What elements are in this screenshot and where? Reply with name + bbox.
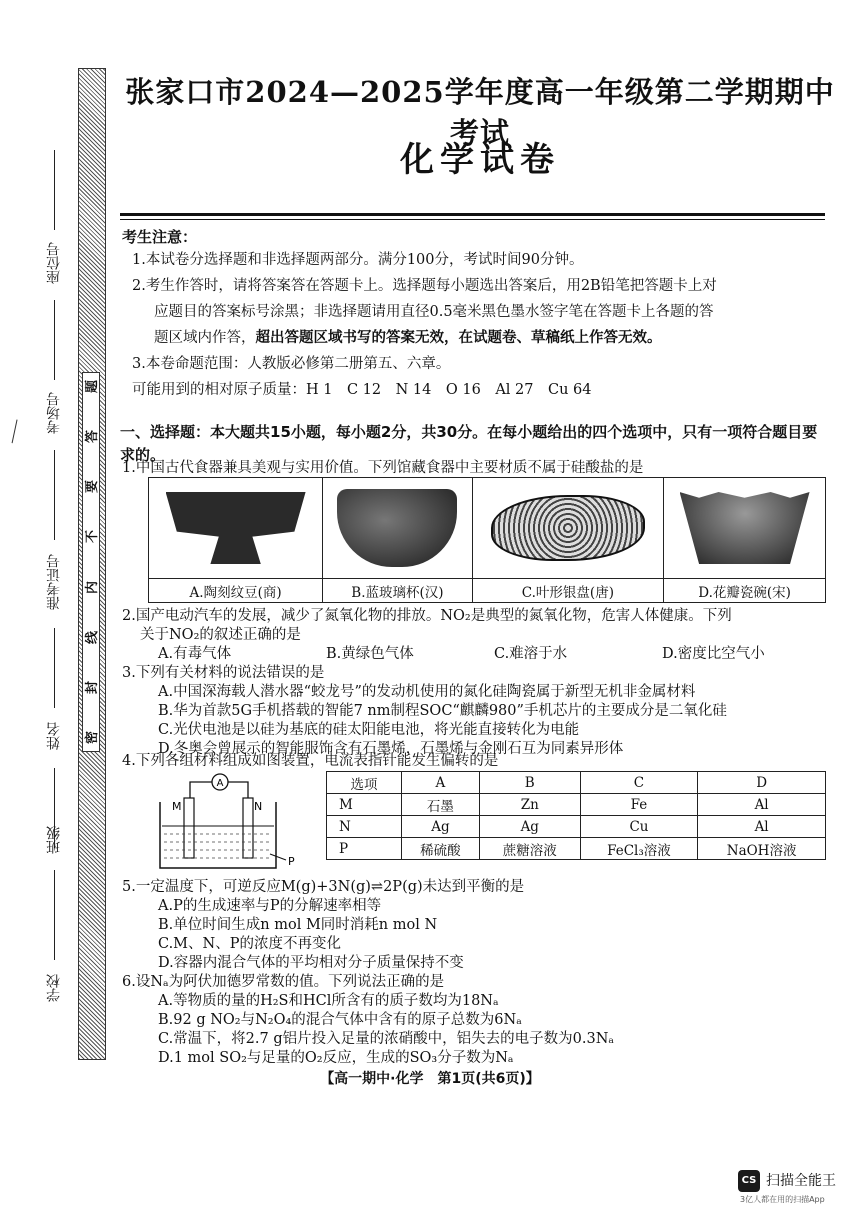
- glass-cup-image: [337, 489, 457, 567]
- seal-char: 线: [85, 630, 101, 644]
- caption-b: B.蓝玻璃杯(汉): [323, 579, 472, 603]
- seal-char: 不: [85, 530, 101, 544]
- notice-line-2c-plain: 题区域内作答，: [154, 330, 256, 346]
- seal-char: 密: [85, 730, 101, 744]
- option-b: B.华为首款5G手机搭载的智能7 nm制程SOC“麒麟980”手机芯片的主要成分是二氧化硅: [158, 703, 727, 719]
- notice-line-2c: [132, 325, 826, 351]
- table-cell: Cu: [580, 816, 697, 838]
- table-cell: A: [402, 772, 480, 794]
- option-a: A.等物质的量的H₂S和HCl所含有的质子数均为18Nₐ: [158, 993, 499, 1009]
- name-line: [54, 628, 55, 708]
- notice-block: [132, 247, 826, 403]
- notice-line-2b: 应题目的答案标号涂黑；非选择题请用直径0.5毫米黑色墨水签字笔在答题卡上各题的答: [154, 304, 714, 320]
- option-b: B.黄绿色气体: [326, 646, 414, 662]
- option-c: C.光伏电池是以硅为基底的硅太阳能电池，将光能直接转化为电能: [158, 722, 580, 738]
- question-1-stem: 1.中国古代食器兼具美观与实用价值。下列馆藏食器中主要材质不属于硅酸盐的是: [122, 460, 644, 476]
- option-d: D.1 mol SO₂与足量的O₂反应，生成的SO₃分子数为Nₐ: [158, 1050, 514, 1066]
- electrode-m: [184, 798, 194, 858]
- school-label: 学校: [46, 974, 62, 1002]
- header-rule-thick: [120, 213, 825, 216]
- question-2-stem-b: 关于NO₂的叙述正确的是: [140, 627, 301, 643]
- table-row: [327, 794, 826, 816]
- seal-char: 答: [85, 430, 101, 444]
- electrode-n-label: N: [254, 800, 263, 813]
- notice-line-3: 3.本卷命题范围：人教版必修第二册第五、六章。: [132, 356, 451, 372]
- question-4: [122, 752, 830, 771]
- image-cell-d: [664, 478, 826, 579]
- notice-line-1: 1.本试卷分选择题和非选择题两部分。满分100分，考试时间90分钟。: [132, 252, 584, 268]
- table-cell: Ag: [402, 816, 480, 838]
- table-cell: M: [327, 794, 402, 816]
- image-cell-a: [149, 478, 323, 579]
- table-cell: Al: [698, 816, 826, 838]
- question-1: [122, 459, 830, 478]
- seal-char: 题: [85, 379, 101, 394]
- exam-room-line: [54, 300, 55, 380]
- camscanner-logo: CS: [738, 1170, 760, 1192]
- question-2-stem-a: 2.国产电动汽车的发展，减少了氮氧化物的排放。NO₂是典型的氮氧化物，危害人体健康。下列: [122, 608, 732, 624]
- school-line: [54, 870, 55, 960]
- class-label: 班级: [46, 826, 62, 854]
- question-5: [122, 878, 830, 973]
- table-cell: C: [580, 772, 697, 794]
- table-cell: N: [327, 816, 402, 838]
- table-cell: Al: [698, 794, 826, 816]
- pen-mark: [12, 420, 24, 445]
- notice-line-2c-bold: 超出答题区域书写的答案无效，在试题卷、草稿纸上作答无效。: [255, 329, 662, 346]
- option-c: C.难溶于水: [494, 646, 568, 662]
- question-2-options: [122, 645, 830, 664]
- ammeter-label: A: [216, 778, 224, 789]
- notice-line-2a: 2.考生作答时，请将答案答在答题卡上。选择题每小题选出答案后，用2B铅笔把答题卡上对: [132, 278, 717, 294]
- option-b: B.单位时间生成n mol M同时消耗n mol N: [158, 917, 438, 933]
- table-row: [327, 772, 826, 794]
- table-row: [327, 816, 826, 838]
- exam-room-label: 考场号: [46, 392, 62, 434]
- table-cell: B: [479, 772, 580, 794]
- silver-plate-image: [491, 495, 645, 561]
- table-cell: Zn: [479, 794, 580, 816]
- camscanner-name: 扫描全能王: [766, 1173, 836, 1189]
- table-cell: 石墨: [402, 794, 480, 816]
- admission-number-label: 准考证号: [46, 554, 62, 610]
- question-6: [122, 973, 830, 1068]
- image-cell-b: [323, 478, 472, 579]
- galvanic-cell-diagram: [148, 772, 308, 872]
- seat-number-label: 座位号: [46, 242, 62, 284]
- solution-p-label: P: [288, 855, 295, 868]
- caption-d: D.花瓣瓷碗(宋): [664, 579, 826, 603]
- option-d: D.冬奥会曾展示的智能服饰含有石墨烯，石墨烯与金刚石互为同素异形体: [158, 741, 624, 757]
- seal-char: 要: [85, 480, 101, 494]
- image-cell-c: [472, 478, 663, 579]
- option-c: C.M、N、P的浓度不再变化: [158, 936, 341, 952]
- admission-line: [54, 450, 55, 540]
- question-6-stem: 6.设Nₐ为阿伏加德罗常数的值。下列说法正确的是: [122, 974, 445, 990]
- table-cell: NaOH溶液: [698, 838, 826, 860]
- table-cell: P: [327, 838, 402, 860]
- table-cell: Ag: [479, 816, 580, 838]
- name-label: 姓名: [46, 722, 62, 750]
- table-cell: 稀硫酸: [402, 838, 480, 860]
- page-footer: 【高一期中·化学 第1页(共6页)】: [320, 1071, 540, 1087]
- porcelain-bowl-image: [680, 492, 810, 564]
- camscanner-tagline: 3亿人都在用的扫描App: [740, 1195, 825, 1204]
- question-3-stem: 3.下列有关材料的说法错误的是: [122, 665, 325, 681]
- question-2: [122, 607, 830, 664]
- seat-number-line: [54, 150, 55, 230]
- notice-heading: 考生注意：: [122, 228, 198, 246]
- option-d: D.容器内混合气体的平均相对分子质量保持不变: [158, 955, 464, 971]
- seal-char: 封: [85, 680, 101, 694]
- option-a: A.有毒气体: [158, 646, 232, 662]
- table-cell: Fe: [580, 794, 697, 816]
- electrode-n: [243, 798, 253, 858]
- question-5-stem: 5.一定温度下，可逆反应M(g)+3N(g)⇌2P(g)未达到平衡的是: [122, 879, 525, 895]
- table-row: [327, 838, 826, 860]
- section-1-heading: 一、选择题：本大题共15小题，每小题2分，共30分。在每小题给出的四个选项中，只有一项符合题目要求的。: [120, 423, 818, 464]
- header-rule-thin: [120, 219, 825, 220]
- option-d: D.密度比空气小: [662, 646, 765, 662]
- option-c: C.常温下，将2.7 g铝片投入足量的浓硝酸中，铝失去的电子数为0.3Nₐ: [158, 1031, 614, 1047]
- table-cell: 蔗糖溶液: [479, 838, 580, 860]
- table-cell: 选项: [327, 772, 402, 794]
- question-1-image-table: [148, 477, 826, 603]
- exam-subtitle: 化学试卷: [400, 140, 560, 180]
- table-cell: FeCl₃溶液: [580, 838, 697, 860]
- exam-title: 张家口市2024—2025学年度高一年级第二学期期中考试: [125, 75, 835, 150]
- seal-char: 内: [85, 580, 101, 594]
- electrode-m-label: M: [172, 800, 182, 813]
- question-4-option-table: [326, 771, 826, 860]
- caption-c: C.叶形银盘(唐): [472, 579, 663, 603]
- atomic-mass-line: 可能用到的相对原子质量：H 1 C 12 N 14 O 16 Al 27 Cu 64: [132, 382, 592, 398]
- seal-line-notice: [82, 372, 100, 752]
- option-a: A.P的生成速率与P的分解速率相等: [158, 898, 382, 914]
- table-cell: D: [698, 772, 826, 794]
- option-b: B.92 g NO₂与N₂O₄的混合气体中含有的原子总数为6Nₐ: [158, 1012, 522, 1028]
- question-4-stem: 4.下列各组材料组成如图装置，电流表指针能发生偏转的是: [122, 753, 499, 769]
- question-3: [122, 664, 830, 759]
- caption-a: A.陶刻纹豆(商): [149, 579, 323, 603]
- pottery-dou-image: [166, 492, 306, 564]
- scanner-watermark: [738, 1168, 848, 1204]
- option-a: A.中国深海载人潜水器“蛟龙号”的发动机使用的氮化硅陶瓷属于新型无机非金属材料: [158, 684, 696, 700]
